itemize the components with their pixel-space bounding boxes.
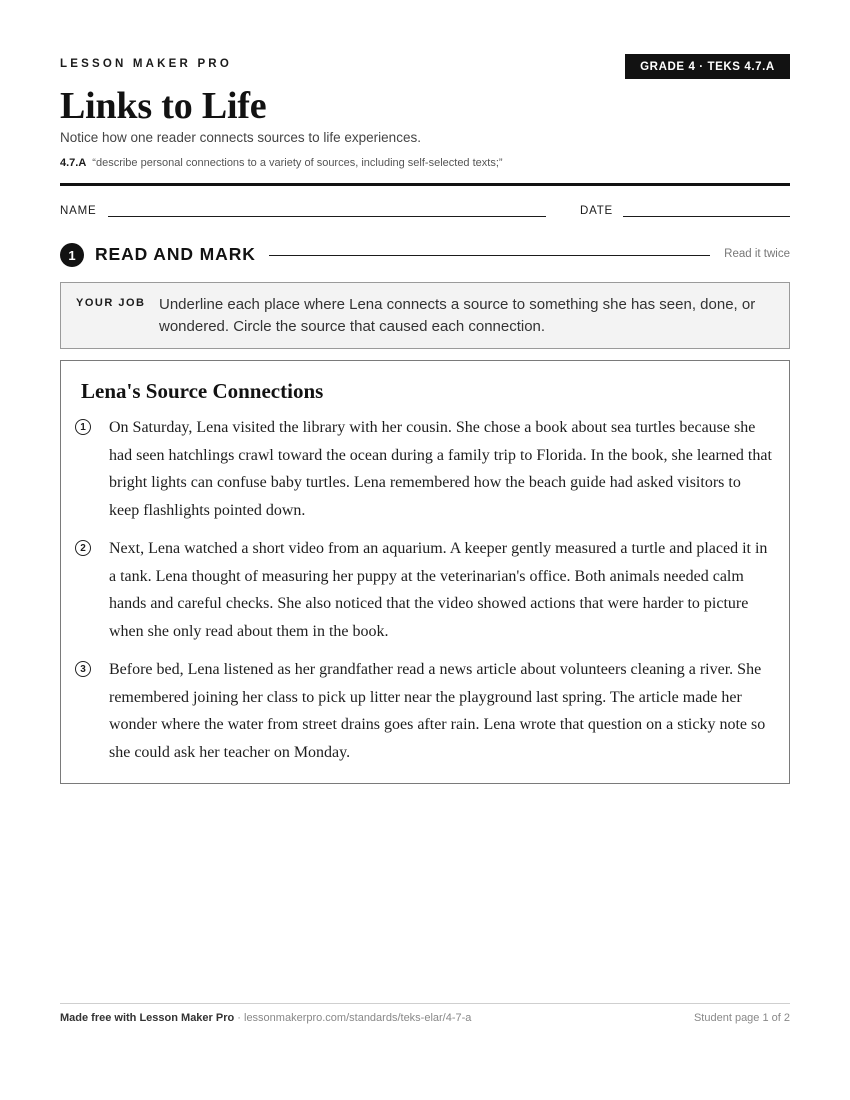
brand-label: LESSON MAKER PRO	[60, 58, 232, 70]
date-label: DATE	[580, 205, 614, 217]
footer-made-label: Made free with Lesson Maker Pro	[60, 1012, 235, 1024]
header-divider	[60, 183, 790, 186]
standard-text: “describe personal connections to a variety of sources, including self-selected texts;”	[92, 157, 503, 169]
footer-page-number: Student page 1 of 2	[693, 1012, 790, 1024]
passage-paragraph	[75, 535, 773, 645]
passage-title: Lena's Source Connections	[81, 379, 324, 403]
job-text: Underline each place where Lena connects a source to something she has seen, done, or wondered. Circle the source that caused each connection.	[159, 296, 756, 335]
name-line[interactable]	[108, 216, 546, 217]
passage-paragraph	[75, 414, 773, 524]
passage-paragraph	[75, 656, 773, 766]
footer-credit	[60, 1012, 471, 1024]
paragraph-number: 3	[75, 661, 91, 677]
paragraph-text: Before bed, Lena listened as her grandfather read a news article about volunteers cleaning a river. She remembered joining her class to pick up litter near the playground last spring. The article made her wonder where the water from street drains goes after rain. Lena wrote that question on a sticky note so she could ask her teacher on Monday.	[109, 661, 766, 761]
footer-divider	[60, 1003, 790, 1004]
paragraph-text: Next, Lena watched a short video from an aquarium. A keeper gently measured a turtle and placed it in a tank. Lena thought of measuring her puppy at the veterinarian's office. Both animals needed calm hands and careful checks. She also noticed that the video showed actions that were harder to picture when she only read about them in the book.	[109, 540, 768, 640]
section-hint: Read it twice	[724, 248, 790, 260]
paragraph-number: 2	[75, 540, 91, 556]
section-title: READ AND MARK	[95, 244, 256, 264]
worksheet-title: Links to Life	[60, 85, 267, 127]
standard-code: 4.7.A	[60, 157, 87, 169]
footer-url: · lessonmakerpro.com/standards/teks-elar/4-7-a	[234, 1012, 472, 1024]
grade-badge: GRADE 4 · TEKS 4.7.A	[625, 54, 790, 79]
job-label: YOUR JOB	[76, 297, 146, 309]
date-line[interactable]	[623, 216, 790, 217]
section-header	[60, 243, 790, 269]
name-label: NAME	[60, 205, 97, 217]
passage-box	[60, 360, 790, 784]
paragraph-number: 1	[75, 419, 91, 435]
paragraph-text: On Saturday, Lena visited the library with her cousin. She chose a book about sea turtles because she had seen hatchlings crawl toward the ocean during a family trip to Florida. In the book, she learned that bright lights can confuse baby turtles. Lena remembered how the beach guide had asked visitors to keep flashlights pointed down.	[109, 419, 772, 519]
job-box	[60, 282, 790, 349]
section-rule	[269, 255, 710, 256]
standard-line	[60, 157, 503, 169]
worksheet-subtitle: Notice how one reader connects sources to life experiences.	[60, 130, 421, 145]
section-number-badge: 1	[60, 243, 84, 267]
